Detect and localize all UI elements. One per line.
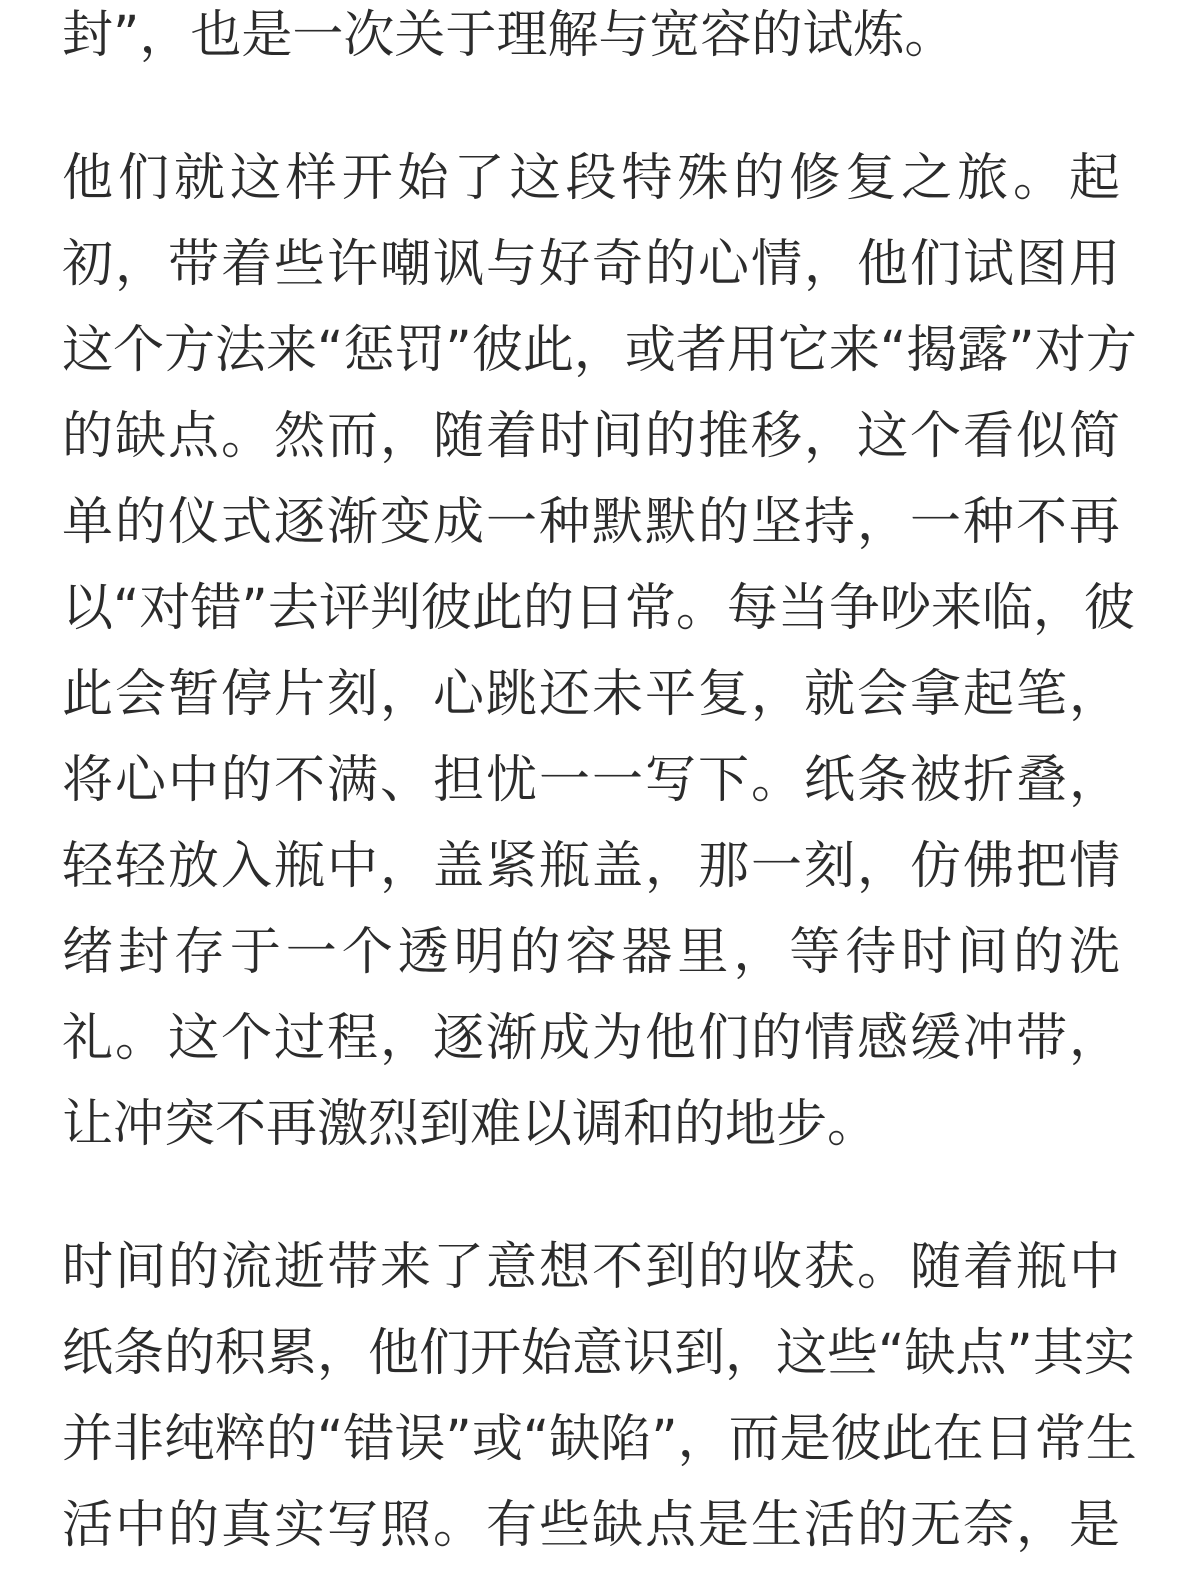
text-line: 初，带着些许嘲讽与好奇的心情，他们试图用 — [62, 235, 1120, 294]
text-line: 的缺点。然而，随着时间的推移，这个看似简 — [62, 407, 1120, 466]
article-body — [62, 0, 1137, 1569]
text-line: 轻轻放入瓶中，盖紧瓶盖，那一刻，仿佛把情 — [62, 837, 1120, 896]
text-line: 绪封存于一个透明的容器里，等待时间的洗 — [62, 923, 1120, 982]
text-line: 活中的真实写照。有些缺点是生活的无奈，是 — [62, 1496, 1120, 1555]
paragraph-2 — [62, 136, 1137, 1168]
text-line: 并非纯粹的“错误”或“缺陷”，而是彼此在日常生 — [62, 1410, 1137, 1469]
text-line: 此会暂停片刻，心跳还未平复，就会拿起笔， — [62, 665, 1120, 724]
text-line: 以“对错”去评判彼此的日常。每当争吵来临，彼 — [62, 579, 1135, 638]
text-line: 单的仪式逐渐变成一种默默的坚持，一种不再 — [62, 493, 1120, 552]
text-line: 让冲突不再激烈到难以调和的地步。 — [62, 1095, 879, 1154]
text-line: 将心中的不满、担忧一一写下。纸条被折叠， — [62, 751, 1120, 810]
text-line: 纸条的积累，他们开始意识到，这些“缺点”其实 — [62, 1324, 1135, 1383]
text-line: 封”，也是一次关于理解与宽容的试炼。 — [62, 6, 956, 65]
text-line: 这个方法来“惩罚”彼此，或者用它来“揭露”对方 — [62, 321, 1137, 380]
paragraph-1 — [62, 0, 1120, 79]
text-line: 他们就这样开始了这段特殊的修复之旅。起 — [62, 149, 1120, 208]
text-line: 礼。这个过程，逐渐成为他们的情感缓冲带， — [62, 1009, 1120, 1068]
paragraph-3 — [62, 1225, 1137, 1569]
paragraph-gap — [62, 1168, 1120, 1225]
paragraph-gap — [62, 79, 1120, 136]
text-line: 时间的流逝带来了意想不到的收获。随着瓶中 — [62, 1238, 1120, 1297]
